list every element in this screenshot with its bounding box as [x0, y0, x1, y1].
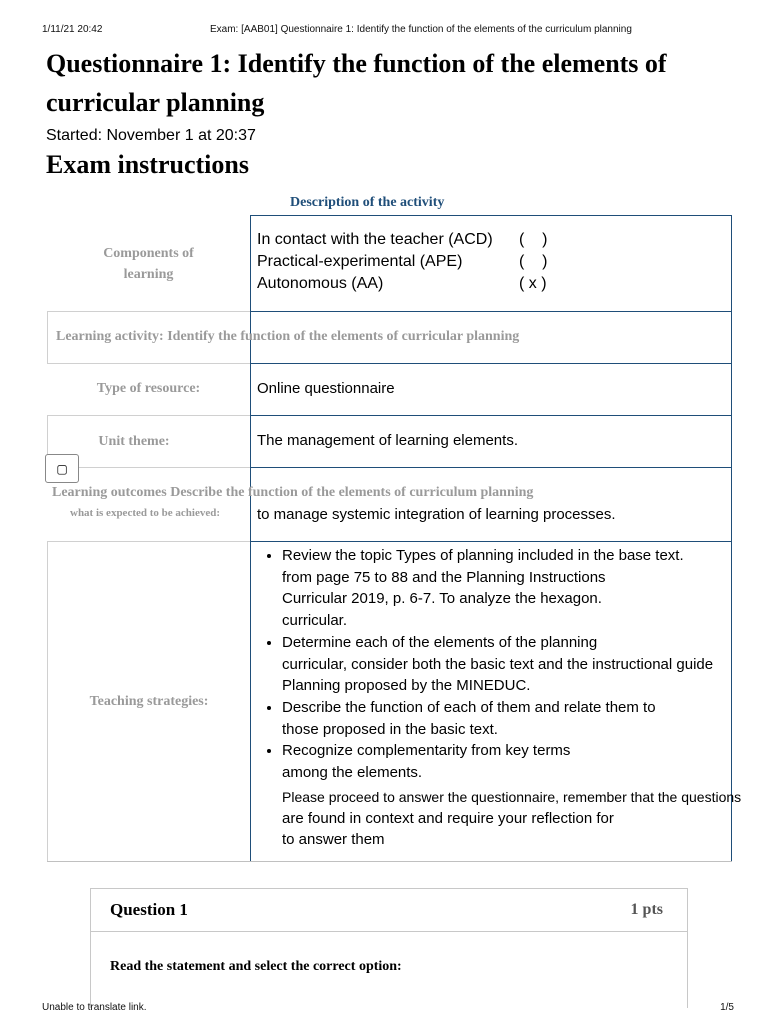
print-page-title: Exam: [AAB01] Questionnaire 1: Identify the function of the elements of the curriculum planning: [210, 24, 632, 35]
print-date: 1/11/21 20:42: [42, 24, 103, 35]
list-item-line: • Recognize complementarity from key terms: [282, 742, 571, 760]
list-item: [282, 740, 762, 783]
resource-value: Online questionnaire: [257, 380, 395, 397]
outcomes-value: to manage systemic integration of learning processes.: [257, 506, 616, 523]
components-label: [47, 216, 250, 312]
unit-theme-value: The management of learning elements.: [257, 432, 518, 449]
print-header: [0, 24, 768, 38]
table-caption: Description of the activity: [290, 195, 445, 210]
component-mark: ( ): [519, 253, 548, 270]
print-footer: [0, 1002, 768, 1016]
unit-theme-label-text: Unit theme:: [98, 433, 170, 449]
list-item-line: Planning proposed by the MINEDUC.: [282, 677, 531, 695]
list-item: [282, 697, 762, 740]
list-item-line: • Describe the function of each of them and relate them to: [282, 698, 656, 716]
component-mark: ( ): [519, 231, 548, 248]
list-item-line: • Determine each of the elements of the planning: [282, 633, 598, 651]
outcomes-cell: [250, 467, 732, 542]
toggle-button[interactable]: [45, 454, 79, 483]
page-title: Questionnaire 1: Identify the function of the elements of curricular planning: [46, 49, 667, 117]
outcomes-label: Learning outcomes Describe the function of the elements of curriculum planning: [52, 485, 534, 500]
list-item-line: from page 75 to 88 and the Planning Instructions: [282, 568, 606, 586]
component-label: Autonomous (AA): [257, 275, 384, 292]
list-item-line: those proposed in the basic text.: [282, 720, 498, 738]
outcomes-sublabel: what is expected to be achieved:: [70, 507, 221, 519]
strategies-note: to answer them: [282, 831, 385, 848]
list-item-line: among the elements.: [282, 764, 423, 782]
footer-message: Unable to translate link.: [42, 1002, 147, 1013]
list-item-line: curricular, consider both the basic text and the instructional guide: [282, 655, 714, 673]
strategies-list: [262, 545, 762, 784]
question-prompt: Read the statement and select the correct option:: [110, 959, 402, 974]
started-timestamp: Started: November 1 at 20:37: [46, 127, 256, 144]
checkbox-icon: ▢: [56, 461, 68, 476]
list-item-line: • Review the topic Types of planning included in the base text.: [282, 547, 684, 564]
list-item: [282, 632, 762, 697]
learning-activity-text: Learning activity: Identify the function of the elements of curricular planning: [56, 329, 520, 344]
resource-label: Type of resource:: [96, 381, 201, 396]
strategies-note: Please proceed to answer the questionnaire, remember that the questions: [282, 789, 742, 805]
question-title: Question 1: [110, 900, 188, 919]
components-label-text: Components of learning: [103, 246, 194, 282]
component-mark: ( x ): [519, 275, 547, 292]
component-label: In contact with the teacher (ACD): [257, 231, 493, 248]
page-number: 1/5: [720, 1002, 734, 1013]
list-item-line: Curricular 2019, p. 6-7. To analyze the hexagon.: [282, 590, 602, 608]
list-item-line: curricular.: [282, 612, 348, 630]
component-label: Practical-experimental (APE): [257, 253, 463, 270]
table-bottom-divider: [47, 861, 732, 862]
list-item: [282, 545, 762, 632]
question-header: [91, 889, 687, 932]
instructions-heading: Exam instructions: [46, 150, 249, 179]
strategies-note: are found in context and require your reflection for: [282, 810, 614, 827]
question-card: [90, 888, 688, 1008]
question-points: 1 pts: [630, 901, 663, 918]
strategies-label: Teaching strategies:: [47, 541, 250, 862]
